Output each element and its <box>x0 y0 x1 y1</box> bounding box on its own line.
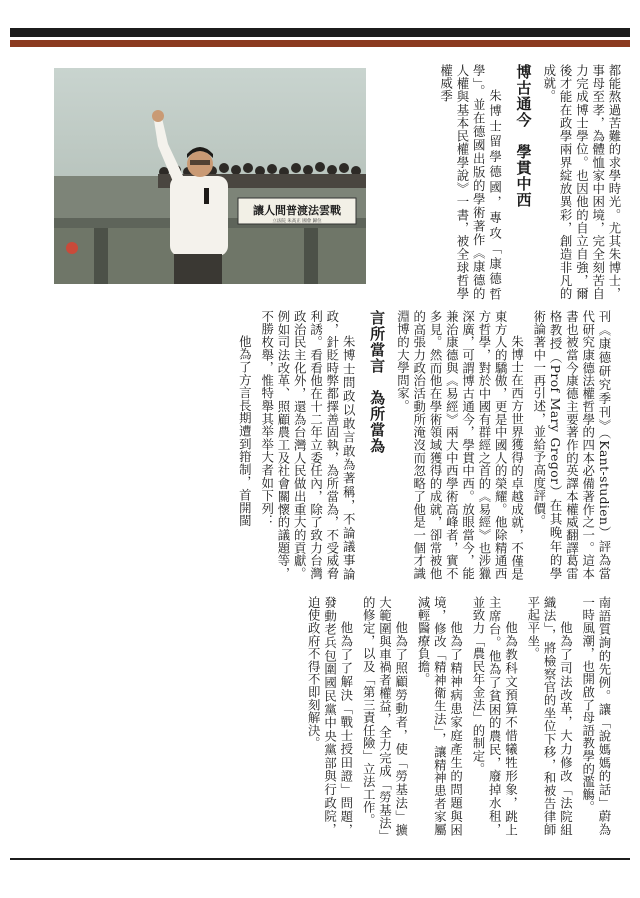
paragraph: 朱博士留學德國，專攻「康德哲學」。並在德國出版的學術著作《康德的人權與基本民權學說》一書，被全球哲學權威季 <box>438 64 503 300</box>
footer-rule <box>10 858 630 860</box>
paragraph: 朱博士在西方世界獲得的卓越成就，不僅是東方人的驕傲，更是中國人的榮耀。他除精通西方哲學，對於中國有群經之首的《易經》也涉獵深廣，可謂博古通今，學貫中西。放眼當今，能兼治康德與《易經》兩大中西學術高峰者，實不多見。然而他在學術領域獲得的成就，卻常被他的高張力政治活動所淹沒而忽略了他是一個才識淵博的大學問家。 <box>395 310 525 580</box>
speech-photo-illustration <box>54 68 366 284</box>
banner-text: 讓人間普渡法雲戰 <box>253 204 341 217</box>
text-block-top <box>368 64 622 300</box>
text-block-bottom <box>72 596 612 836</box>
paragraph: 他為教科文預算不惜犧牲形象，跳上主席台。他為了貧困的農民，廢掉水租，並致力「農民年金法」的制定。 <box>470 596 519 836</box>
section-heading: 言所當言 為所當為 <box>368 310 387 454</box>
paragraph: 他為了照顧勞動者，使「勞基法」擴大範圍與車禍者權益，全力完成「勞基法」的修定，以及「第三責任險」立法工作。 <box>361 596 409 836</box>
paragraph: 刊《康德研究季刊》（Kant-studien）評為當代研究康德法權哲學的四本必備著作之一。這本書也被當今康德主要著作的英譯本權威翻譯葛雷格教授（Prof Mary Gregor）在其晚年的學術論著中一再引述，並給予高度評價。 <box>531 310 612 580</box>
text-block-middle <box>62 310 612 580</box>
paragraph: 朱博士問政以敢言敢為著稱，不論議事論政，針貶時弊都擇善固執，為所當為，不受威脅利誘。看看他在十二年立委任內，除了致力台灣政治民主化外，還為台灣人民做出重大的貢獻。例如司法改革、照顧農工及社會關懷的議題等，不勝枚舉，惟特舉其举举大者如下列： <box>259 310 357 580</box>
speech-photo <box>54 68 366 284</box>
paragraph: 他為了精神病患家庭產生的問題與困境，修改「精神衛生法」，讓精神患者家屬減輕醫療負擔。 <box>416 596 464 836</box>
paragraph: 他為了了解決「戰士授田證」問題，發動老兵包圍國民黨中央黨部與行政院，迫使政府不得不即刻解決。 <box>306 596 354 836</box>
header-rule-dark <box>10 28 630 37</box>
section-heading: 博古通今 學貫中西 <box>514 64 533 208</box>
paragraph: 他為了司法改革，大力修改「法院組織法」，將檢察官的坐位下移，和被告律師平起平坐。 <box>525 596 574 836</box>
header-rule-brown <box>10 40 630 47</box>
paragraph: 都能熬過苦難的求學時光。尤其朱博士，事母至孝，為體恤家中困境，完全刻苦自力完成博士學位。也因他的自立自強，爾後才能在政學兩界綻放異彩，創造非凡的成就。 <box>541 64 622 300</box>
banner-subtext: 立法院 朱高正 國會 歸位 <box>272 219 322 224</box>
paragraph: 他為了方言長期遭到箝制，首開閩 <box>237 334 253 527</box>
paragraph: 南語質詢的先例。讓「說媽媽的話」蔚為一時風潮，也開啟了母語教學的濫觴。 <box>580 596 612 836</box>
